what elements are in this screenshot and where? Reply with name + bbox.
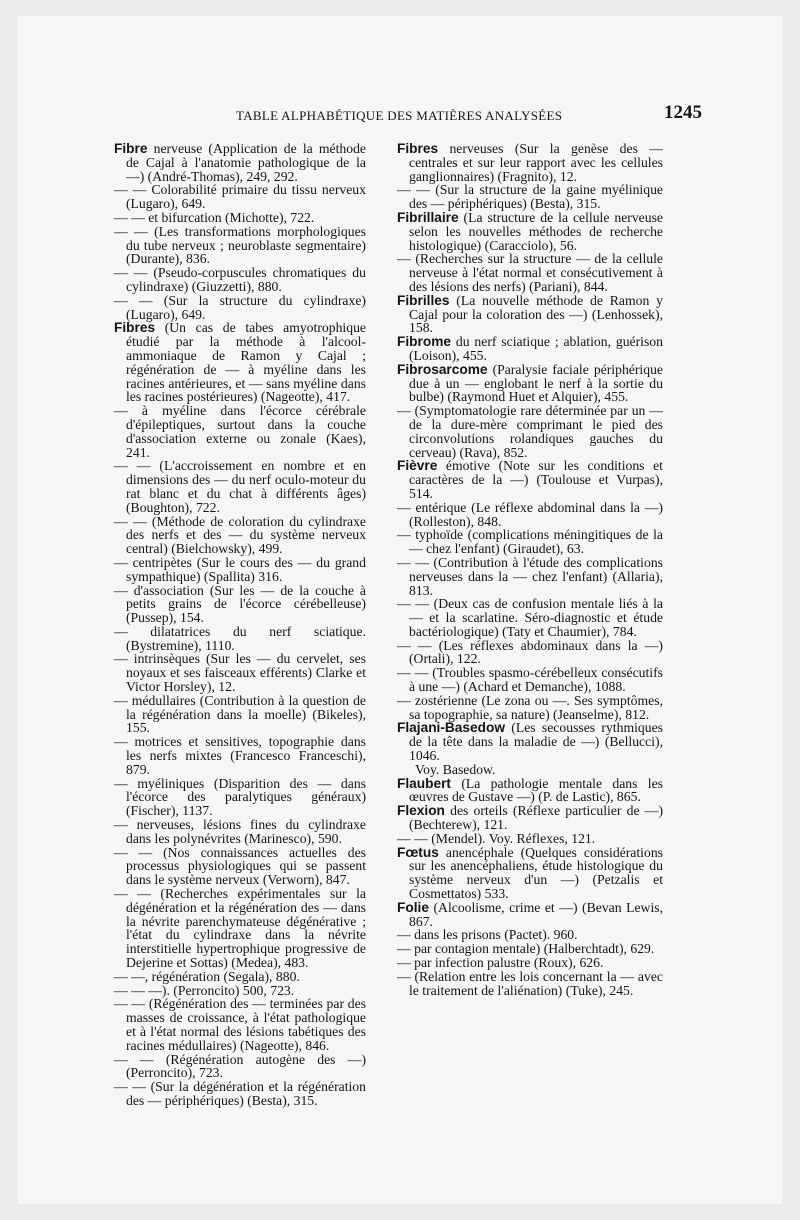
index-entry: Fibrosarcome (Paralysie faciale périphérique due à un — englobant le nerf à la sortie du bulbe) (Raymond Huet et Alquier), 455. — [397, 361, 663, 405]
index-entry: — — (Pseudo-corpuscules chromatiques du cylindraxe) (Giuzzetti), 880. — [114, 265, 366, 294]
entry-headword: Fœtus — [397, 844, 439, 860]
index-entry: — intrinsèques (Sur les — du cervelet, ses noyaux et ses faisceaux efférents) Clarke et Victor Horsley), 12. — [114, 651, 366, 695]
index-entry: — — Colorabilité primaire du tissu nerveux (Lugaro), 649. — [114, 182, 366, 212]
index-entry: — — —). (Perroncito) 500, 723. — [114, 982, 295, 998]
index-entry: Fibre nerveuse (Application de la méthode de Cajal à l'anatomie pathologique de la —) (André-Thomas), 249, 292. — [114, 141, 366, 184]
index-entry: — zostérienne (Le zona ou —. Ses symptômes, sa topographie, sa nature) (Jeanselme), 812. — [397, 692, 663, 722]
running-title: TABLE ALPHABÉTIQUE DES MATIÈRES ANALYSÉES — [236, 108, 563, 123]
entry-headword: Fibres — [114, 320, 156, 336]
cross-reference: Voy. Basedow. — [415, 761, 496, 777]
index-entry: Fièvre émotive (Note sur les conditions et caractères de la —) (Toulouse et Vurpas), 514. — [397, 458, 663, 501]
index-entry: — médullaires (Contribution à la question de la régénération dans la moelle) (Bikeles), 155. — [114, 692, 366, 736]
index-entry: — — (Mendel). Voy. Réflexes, 121. — [397, 830, 596, 846]
page-number: 1245 — [664, 102, 702, 123]
index-entry: — — (Recherches expérimentales sur la dégénération et la régénération des — dans la névrite parenchymateuse dégénérative ; l'état du cylindraxe dans la névrite interstitielle hypertrophique progressive de Dejerine et Sottas) (Medea), 483. — [114, 886, 366, 971]
index-entry: — — (Contribution à l'étude des complications nerveuses dans la — chez l'enfant) (Allaria), 813. — [397, 554, 663, 598]
index-entry: — dilatatrices du nerf sciatique. (Bystremine), 1110. — [114, 623, 366, 653]
index-entry: — dans les prisons (Pactet). 960. — [397, 927, 578, 943]
index-entry: — (Symptomatologie rare déterminée par un — de la dure-mère comprimant le pied des circonvolutions rolandiques gauches du cerveau) (Rava), 852. — [397, 403, 663, 460]
index-entry: Flaubert (La pathologie mentale dans les œuvres de Gustave —) (P. de Lastic), 865. — [397, 775, 663, 805]
entry-headword: Fièvre — [397, 458, 438, 474]
entry-headword: Fibres — [397, 141, 439, 156]
index-entry: — — (Sur la structure de la gaine myélinique des — périphériques) (Besta), 315. — [397, 182, 663, 212]
index-entry: — (Recherches sur la structure — de la cellule nerveuse à l'état normal et consécutivement à des lésions des nerfs) (Pariani), 844. — [397, 251, 663, 294]
index-entry: — (Relation entre les lois concernant la — avec le traitement de l'aliénation) (Tuke), 245. — [397, 968, 663, 998]
book-page — [18, 16, 782, 1204]
index-entry: Fibrilles (La nouvelle méthode de Ramon y Cajal pour la coloration des —) (Lenhossek), 158. — [397, 292, 663, 336]
index-entry: — — (Les réflexes abdominaux dans la —) (Ortali), 122. — [397, 637, 663, 667]
index-entry: — — (L'accroissement en nombre et en dimensions des — du nerf oculo-moteur du rat blanc et du chat à différents âges) (Boughton), 722. — [114, 458, 366, 515]
entry-headword: Fibrosarcome — [397, 361, 488, 377]
index-entry: — d'association (Sur les — de la couche à petits grains de l'écorce cérébelleuse) (Pussep), 154. — [114, 582, 366, 626]
entry-headword: Fibrilles — [397, 292, 450, 308]
index-column-right — [397, 142, 663, 997]
index-entry: Fœtus anencéphale (Quelques considérations sur les anencéphaliens, étude histologique du système nerveux d'un —) (Petzalis et Cosmettatos) 533. — [397, 844, 663, 902]
index-entry: — — (Troubles spasmo-cérébelleux consécutifs à une —) (Achard et Demanche), 1088. — [397, 665, 663, 695]
index-entry: Fibrome du nerf sciatique ; ablation, guérison (Loison), 455. — [397, 334, 663, 363]
index-entry: — — (Deux cas de confusion mentale liés à la — et la scarlatine. Séro-diagnostic et étude bactériologique) (Taty et Chaumier), 784. — [397, 596, 663, 639]
index-entry: — motrices et sensitives, topographie dans les nerfs mixtes (Francesco Franceschi), 879. — [114, 734, 366, 777]
index-entry: — entérique (Le réflexe abdominal dans la —) (Rolleston), 848. — [397, 499, 663, 529]
index-column-left — [114, 142, 366, 1108]
index-entry: — — et bifurcation (Michotte), 722. — [114, 209, 315, 225]
index-entry: — centripètes (Sur le cours des — du grand sympathique) (Spallita) 316. — [114, 554, 366, 584]
index-entry: — myéliniques (Disparition des — dans l'écorce des paralytiques généraux) (Fischer), 1137. — [114, 775, 366, 819]
index-entry: — — (Sur la structure du cylindraxe) (Lugaro), 649. — [114, 292, 366, 322]
index-entry: — — (Méthode de coloration du cylindraxe des nerfs et des — du système nerveux central) (Bielchowsky), 499. — [114, 513, 366, 557]
index-entry: Folie (Alcoolisme, crime et —) (Bevan Lewis, 867. — [397, 899, 663, 929]
index-entry: — —, régénération (Segala), 880. — [114, 968, 300, 984]
entry-headword: Fibrillaire — [397, 209, 459, 225]
index-entry: — — (Régénération autogène des —) (Perroncito), 723. — [114, 1051, 366, 1081]
index-entry: — par infection palustre (Roux), 626. — [397, 955, 604, 971]
index-entry: — — (Sur la dégénération et la régénération des — périphériques) (Besta), 315. — [114, 1079, 366, 1108]
entry-headword: Fibrome — [397, 334, 451, 350]
index-entry: Fibrillaire (La structure de la cellule nerveuse selon les nouvelles méthodes de recherche histologique) (Caracciolo), 56. — [397, 209, 663, 253]
entry-headword: Flajani-Basedow — [397, 720, 506, 736]
entry-headword: Flexion — [397, 803, 445, 819]
index-entry: Fibres nerveuses (Sur la genèse des — centrales et sur leur rapport avec les cellules ganglionnaires) (Fragnito), 12. — [397, 141, 663, 184]
index-entry: — — (Nos connaissances actuelles des processus physiologiques qui se passent dans le système nerveux (Verworn), 847. — [114, 844, 366, 888]
index-entry: — typhoïde (complications méningitiques de la — chez l'enfant) (Giraudet), 63. — [397, 527, 663, 557]
index-entry: — à myéline dans l'écorce cérébrale d'épileptiques, surtout dans la couche d'association externe ou zonale (Kaes), 241. — [114, 403, 366, 460]
index-entry: Flajani-Basedow (Les secousses rythmiques de la tête dans la maladie de —) (Bellucci), 1046. — [397, 720, 663, 764]
index-entry: Flexion des orteils (Réflexe particulier de —) (Bechterew), 121. — [397, 803, 663, 833]
entry-headword: Folie — [397, 899, 429, 915]
page-header — [18, 16, 782, 126]
index-entry: Fibres (Un cas de tabes amyotrophique étudié par la méthode à l'alcool-ammoniaque de Ramon y Cajal ; régénération de — à myéline dans les racines antérieures, et — sans myéline dans les racines postérieures) (Nageotte), 417. — [114, 320, 366, 405]
index-entry: — — (Les transformations morphologiques du tube nerveux ; neuroblaste segmentaire) (Durante), 836. — [114, 223, 366, 267]
index-entry: — nerveuses, lésions fines du cylindraxe dans les polynévrites (Marinesco), 590. — [114, 817, 366, 846]
entry-headword: Flaubert — [397, 775, 451, 791]
index-entry: — — (Régénération des — terminées par des masses de croissance, à l'état pathologique et à l'état normal des lésions tabétiques des racines médullaires) (Nageotte), 846. — [114, 996, 366, 1053]
entry-headword: Fibre — [114, 141, 148, 156]
index-entry: — par contagion mentale) (Halberchtadt), 629. — [397, 941, 655, 957]
